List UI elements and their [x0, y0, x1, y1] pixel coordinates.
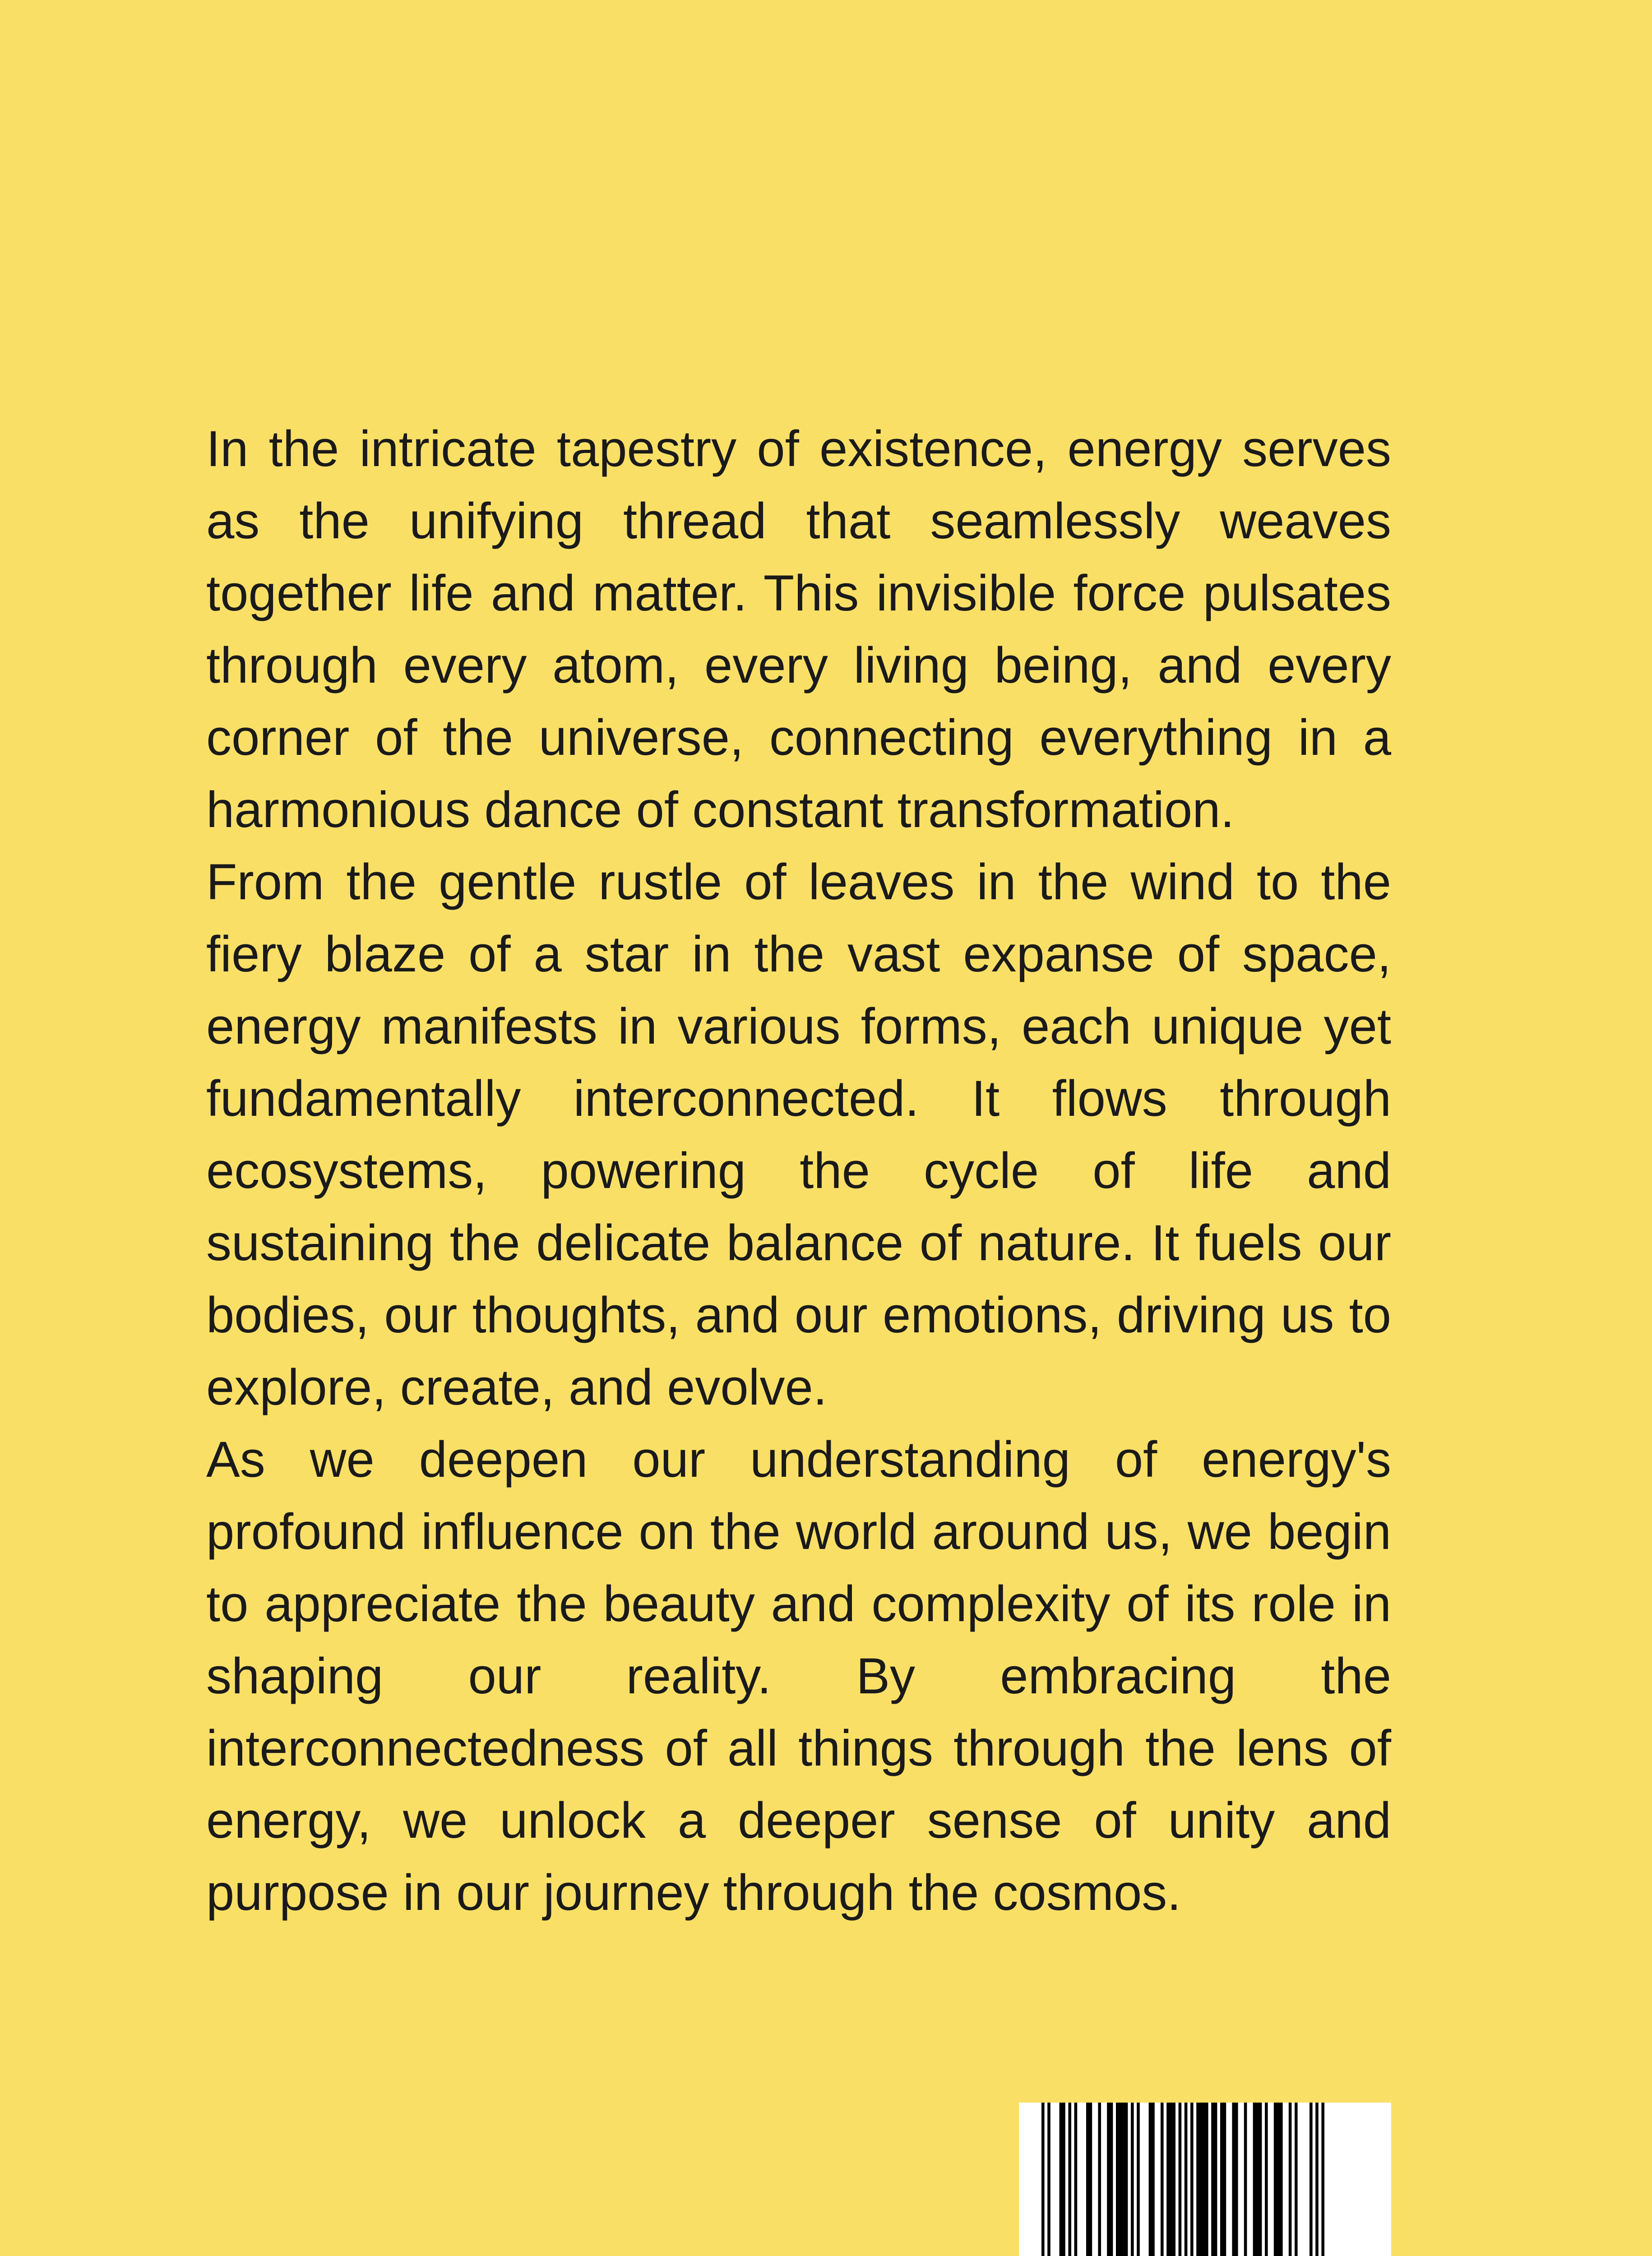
barcode-bar	[1149, 2103, 1155, 2256]
barcode-guard-bar	[1190, 2103, 1194, 2256]
barcode-bar	[1295, 2103, 1298, 2256]
barcode-guard-bar	[1185, 2103, 1188, 2256]
barcode-bar	[1196, 2103, 1208, 2256]
back-cover-blurb	[206, 413, 1391, 1929]
barcode-bar	[1074, 2103, 1078, 2256]
barcode-bar	[1232, 2103, 1238, 2256]
barcode-bar	[1220, 2103, 1226, 2256]
barcode-bar	[1107, 2103, 1113, 2256]
barcode-guard-bar	[1047, 2103, 1050, 2256]
barcode-bar	[1321, 2103, 1324, 2256]
barcode-bar	[1253, 2103, 1262, 2256]
barcode-bar	[1166, 2103, 1175, 2256]
barcode-guard-bar	[1179, 2103, 1182, 2256]
barcode-bar	[1315, 2103, 1319, 2256]
barcode-bar	[1274, 2103, 1283, 2256]
blurb-paragraph-2: From the gentle rustle of leaves in the wind to the fiery blaze of a star in the vast expanse of space, energy manifests in various forms, each unique yet fundamentally interconnected. It flows through ecosystems, powering the cycle of life and sustaining the delicate balance of nature. It fuels our bodies, our thoughts, and our emotions, driving us to explore, create, and evolve.	[206, 854, 1391, 1415]
barcode-guard-bar	[1041, 2103, 1045, 2256]
barcode-bar	[1289, 2103, 1292, 2256]
barcode-bar	[1310, 2103, 1313, 2256]
barcode-bar	[1131, 2103, 1134, 2256]
isbn-barcode	[1019, 2103, 1391, 2256]
barcode-graphic	[1019, 2103, 1391, 2256]
blurb-paragraph-3: As we deepen our understanding of energy's profound influence on the world around us, we begin to appreciate the beauty and complexity of its role in shaping our reality. By embracing the interconnectedness of all things through the lens of energy, we unlock a deeper sense of unity and purpose in our journey through the cosmos.	[206, 1431, 1391, 1921]
barcode-bar	[1086, 2103, 1092, 2256]
barcode-bar	[1244, 2103, 1247, 2256]
barcode-bar	[1265, 2103, 1268, 2256]
barcode-bar	[1161, 2103, 1164, 2256]
barcode-bar	[1116, 2103, 1128, 2256]
barcode-bar	[1068, 2103, 1071, 2256]
barcode-bar	[1060, 2103, 1065, 2256]
barcode-bars	[1041, 2103, 1324, 2256]
blurb-paragraph-1: In the intricate tapestry of existence, energy serves as the unifying thread that seamlessly weaves together life and matter. This invisible force pulsates through every atom, every living being, and every corner of the universe, connecting everything in a harmonious dance of constant transformation.	[206, 421, 1391, 838]
barcode-bar	[1137, 2103, 1140, 2256]
barcode-bar	[1211, 2103, 1217, 2256]
barcode-bar	[1098, 2103, 1101, 2256]
